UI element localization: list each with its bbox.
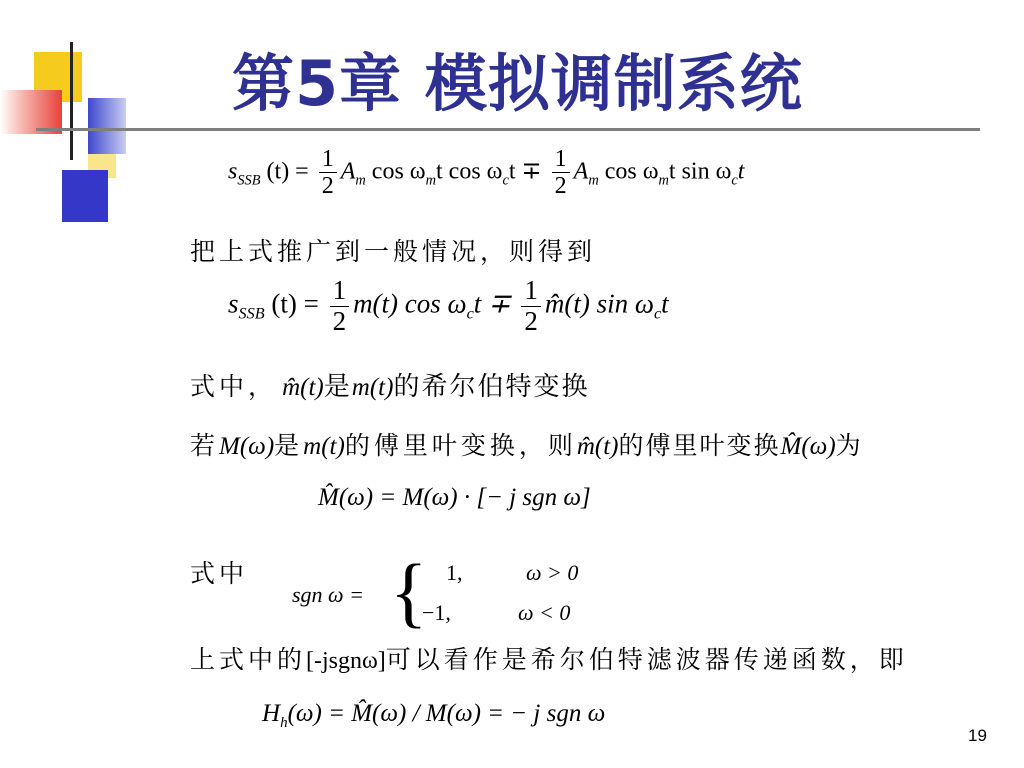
- equation-transfer-function: $H_h(\omega)$ = M̂(ω) / M(ω) = − j sgn ω: [262, 700, 606, 731]
- text-generalize: 把上式推广到一般情况，则得到: [190, 237, 597, 266]
- sgn-case2-condition: ω < 0: [518, 600, 571, 625]
- eq1-arg: (t) =: [266, 158, 309, 185]
- eq1-fraction-1: $\frac{1}{2}$: [319, 146, 337, 200]
- page-title: 第5章 模拟调制系统: [232, 47, 803, 120]
- page-number: 19: [968, 726, 987, 745]
- text-hilbert-definition: 式中， m̂(t)是m(t)的希尔伯特变换: [190, 372, 590, 402]
- eq2-fraction-1: $\frac{1}{2}$: [330, 276, 350, 336]
- sgn-lhs: sgn ω =: [292, 582, 364, 607]
- title-underline: [36, 128, 980, 131]
- equation-ssb-general: $s_{SSB}$ (t) = $\frac{1}{2}$ m(t) $\cos \omega_ct$ ∓ $\frac{1}{2}$ m̂(t) $\sin \omega_ct$: [228, 275, 669, 336]
- eq1-lhs: s: [228, 158, 238, 185]
- corner-decoration: [0, 0, 140, 230]
- eq1-fraction-2: $\frac{1}{2}$: [552, 146, 570, 200]
- sgn-case2-value: −1,: [422, 600, 451, 625]
- sgn-brace: {: [390, 548, 428, 635]
- text-where: 式中: [190, 559, 249, 588]
- sgn-case1-value: 1,: [446, 560, 463, 585]
- equation-sgn: [292, 548, 612, 636]
- text-fourier-relation: 若M(ω)是m(t)的傅里叶变换，则m̂(t)的傅里叶变换M̂(ω)为: [190, 431, 865, 460]
- equation-ssb-single-tone: $s_{SSB}$ (t) = $\frac{1}{2}$ $A_m$ $\cos \omega_mt$ $\cos \omega_ct$ ∓ $\frac{1}{2}$ $A_m$ $\cos \omega_mt$ $\sin \omega_ct$: [228, 146, 745, 200]
- deco-blue-gradient: [88, 98, 126, 154]
- deco-blue-square: [62, 170, 108, 222]
- equation-hilbert-spectrum: M̂(ω) = M(ω) · [− j sgn ω]: [318, 484, 591, 511]
- text-hilbert-filter: 上式中的[-jsgnω]可以看作是希尔伯特滤波器传递函数，即: [190, 645, 908, 674]
- deco-vertical-line: [70, 42, 73, 160]
- eq2-fraction-2: $\frac{1}{2}$: [521, 276, 541, 336]
- sgn-case1-condition: ω > 0: [526, 560, 579, 585]
- eq1-lhs-sub: SSB: [237, 172, 261, 189]
